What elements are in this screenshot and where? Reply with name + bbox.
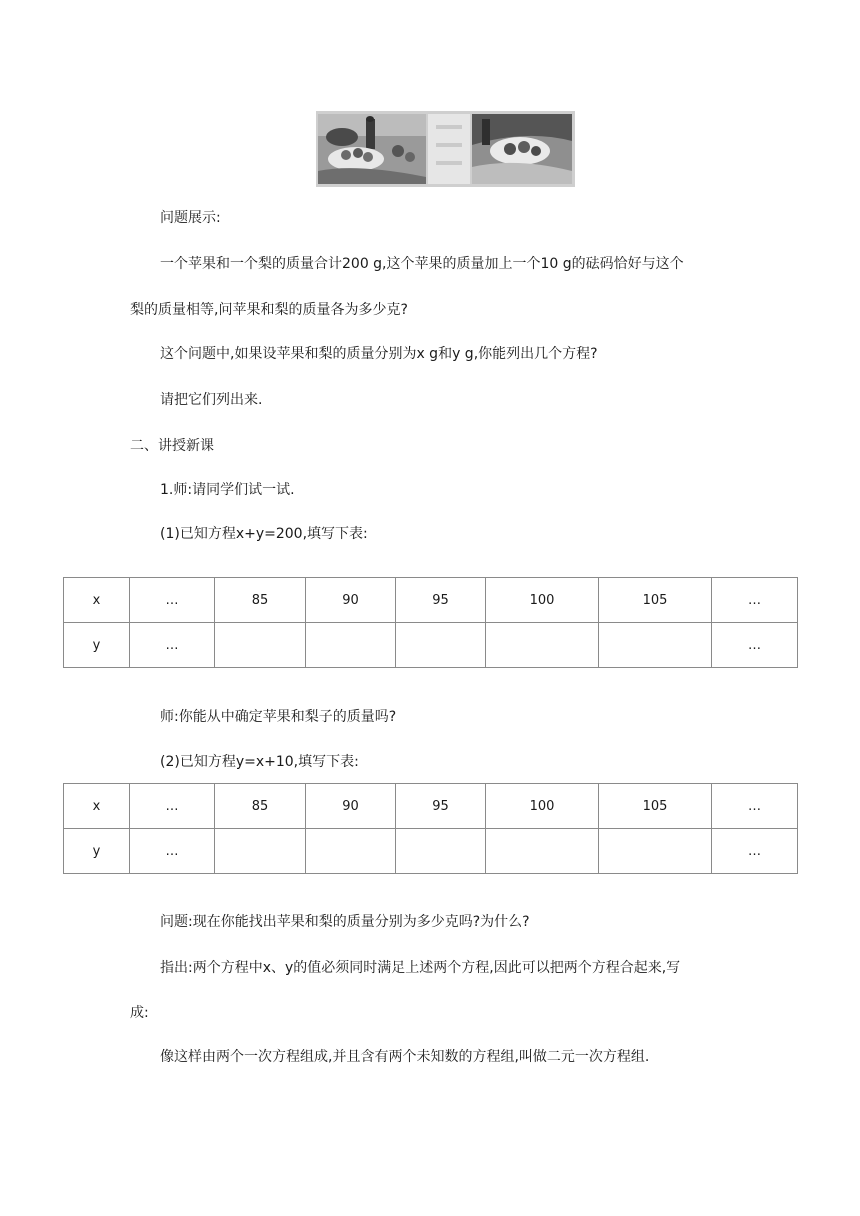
table-cell: 90 [306,578,396,623]
table-cell: 105 [599,578,712,623]
table-cell: 95 [396,578,486,623]
table-cell: x [64,578,130,623]
table-cell [599,829,712,874]
table-cell [306,829,396,874]
table-row [64,829,798,874]
table-cell [396,623,486,668]
table-row [64,578,798,623]
table-cell: … [712,784,798,829]
step-1-text: 1.师:请同学们试一试. [160,482,295,498]
table-cell: … [712,623,798,668]
table-cell: 85 [215,578,306,623]
section-heading: 二、讲授新课 [130,438,214,454]
table-cell [306,623,396,668]
table-cell [215,829,306,874]
table-cell [486,623,599,668]
table-cell [396,829,486,874]
instruction-text: 请把它们列出来. [160,392,263,408]
table-cell: … [712,829,798,874]
table-cell: … [130,623,215,668]
task-2-text: (2)已知方程y=x+10,填写下表: [160,754,359,770]
point-out-line2: 成: [130,1005,149,1021]
problem-text-line1: 一个苹果和一个梨的质量合计200 g,这个苹果的质量加上一个10 g的砝码恰好与这个 [160,256,684,272]
table-cell: 85 [215,784,306,829]
table-cell [215,623,306,668]
table-cell: … [130,578,215,623]
table-cell [486,829,599,874]
table-cell: 95 [396,784,486,829]
table-cell: … [712,578,798,623]
value-table-1 [63,577,798,668]
table-cell: 100 [486,578,599,623]
table-cell [599,623,712,668]
point-out-line1: 指出:两个方程中x、y的值必须同时满足上述两个方程,因此可以把两个方程合起来,写 [160,960,681,976]
question-find-mass: 问题:现在你能找出苹果和梨的质量分别为多少克吗?为什么? [160,914,530,930]
question-equations: 这个问题中,如果设苹果和梨的质量分别为x g和y g,你能列出几个方程? [160,346,598,362]
value-table-2 [63,783,798,874]
table-cell: 100 [486,784,599,829]
teacher-question: 师:你能从中确定苹果和梨子的质量吗? [160,709,397,725]
table-cell: 105 [599,784,712,829]
problem-text-line2: 梨的质量相等,问苹果和梨的质量各为多少克? [130,302,408,318]
table-row [64,623,798,668]
definition-text: 像这样由两个一次方程组成,并且含有两个未知数的方程组,叫做二元一次方程组. [160,1049,650,1065]
table-cell: 90 [306,784,396,829]
problem-heading: 问题展示: [160,210,221,226]
task-1-text: (1)已知方程x+y=200,填写下表: [160,526,368,542]
table-row [64,784,798,829]
table-cell: y [64,623,130,668]
table-cell: … [130,784,215,829]
table-cell: y [64,829,130,874]
table-cell: x [64,784,130,829]
fruit-still-life-image [316,111,575,187]
table-cell: … [130,829,215,874]
